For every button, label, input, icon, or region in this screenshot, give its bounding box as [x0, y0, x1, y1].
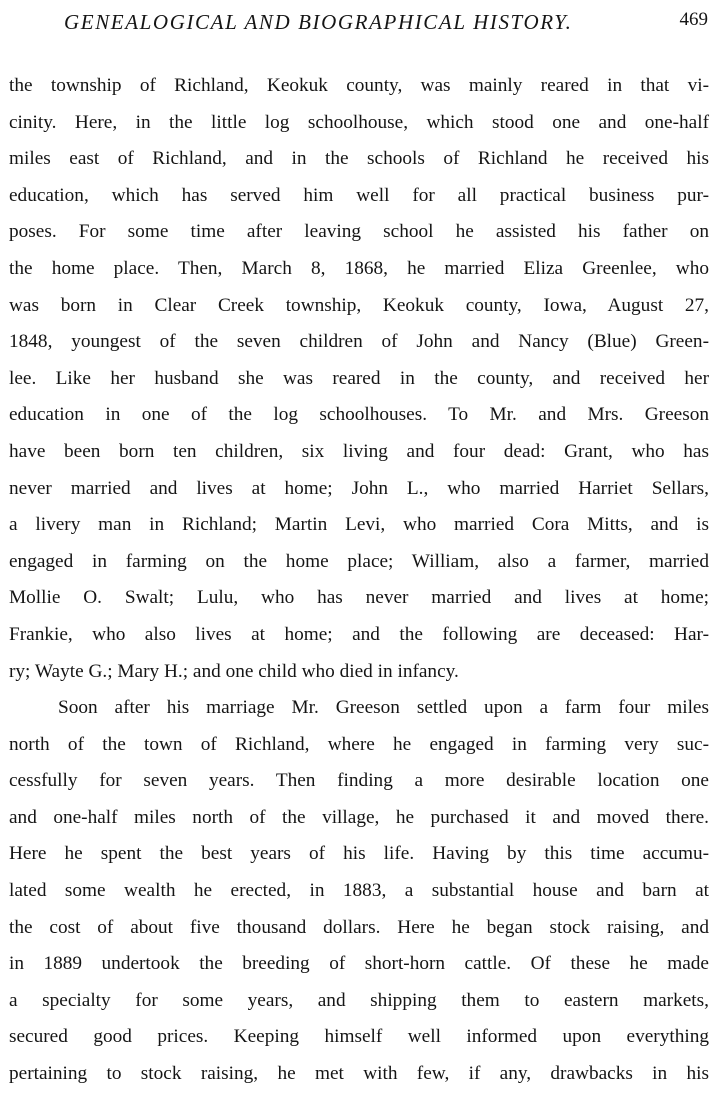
text-line: Frankie, who also lives at home; and the following are deceased: Har-: [9, 623, 709, 645]
text-line: was born in Clear Creek township, Keokuk county, Iowa, August 27,: [9, 294, 709, 316]
text-line: never married and lives at home; John L., who married Harriet Sellars,: [9, 477, 709, 499]
body-text: [9, 68, 709, 1093]
text-line: the cost of about five thousand dollars. Here he began stock raising, and: [9, 916, 709, 938]
text-line: the home place. Then, March 8, 1868, he married Eliza Greenlee, who: [9, 257, 709, 279]
text-line: lee. Like her husband she was reared in the county, and received her: [9, 367, 709, 389]
text-line: secured good prices. Keeping himself well informed upon everything: [9, 1026, 709, 1048]
text-line: cessfully for seven years. Then finding a more desirable location one: [9, 770, 709, 792]
text-line: in 1889 undertook the breeding of short-horn cattle. Of these he made: [9, 953, 709, 975]
text-line: pertaining to stock raising, he met with few, if any, drawbacks in his: [9, 1063, 709, 1085]
text-line: miles east of Richland, and in the schools of Richland he received his: [9, 148, 709, 170]
text-line: the township of Richland, Keokuk county, was mainly reared in that vi-: [9, 75, 709, 96]
running-head: GENEALOGICAL AND BIOGRAPHICAL HISTORY.: [64, 10, 573, 34]
text-line: cinity. Here, in the little log schoolhouse, which stood one and one-half: [9, 111, 709, 133]
text-line: poses. For some time after leaving school he assisted his father on: [9, 221, 709, 243]
text-line: education in one of the log schoolhouses. To Mr. and Mrs. Greeson: [9, 404, 709, 426]
text-line: and one-half miles north of the village, he purchased it and moved there.: [9, 806, 709, 828]
text-line: Here he spent the best years of his life. Having by this time accumu-: [9, 843, 709, 865]
text-line: engaged in farming on the home place; William, also a farmer, married: [9, 550, 709, 572]
page-header: [0, 6, 720, 40]
text-line: 1848, youngest of the seven children of John and Nancy (Blue) Green-: [9, 331, 709, 353]
text-line: a livery man in Richland; Martin Levi, who married Cora Mitts, and is: [9, 514, 709, 536]
paragraph-1: [9, 68, 709, 690]
text-line: north of the town of Richland, where he engaged in farming very suc-: [9, 733, 709, 755]
text-line: education, which has served him well for all practical business pur-: [9, 184, 709, 206]
text-line: lated some wealth he erected, in 1883, a substantial house and barn at: [9, 880, 709, 902]
page-number: 469: [679, 9, 708, 30]
text-line: have been born ten children, six living and four dead: Grant, who has: [9, 440, 709, 462]
paragraph-2: [9, 690, 709, 1093]
text-line: Soon after his marriage Mr. Greeson settled upon a farm four miles: [58, 697, 709, 719]
text-line: ry; Wayte G.; Mary H.; and one child who died in infancy.: [9, 660, 459, 682]
text-line: Mollie O. Swalt; Lulu, who has never married and lives at home;: [9, 587, 709, 609]
text-line: a specialty for some years, and shipping them to eastern markets,: [9, 989, 709, 1011]
